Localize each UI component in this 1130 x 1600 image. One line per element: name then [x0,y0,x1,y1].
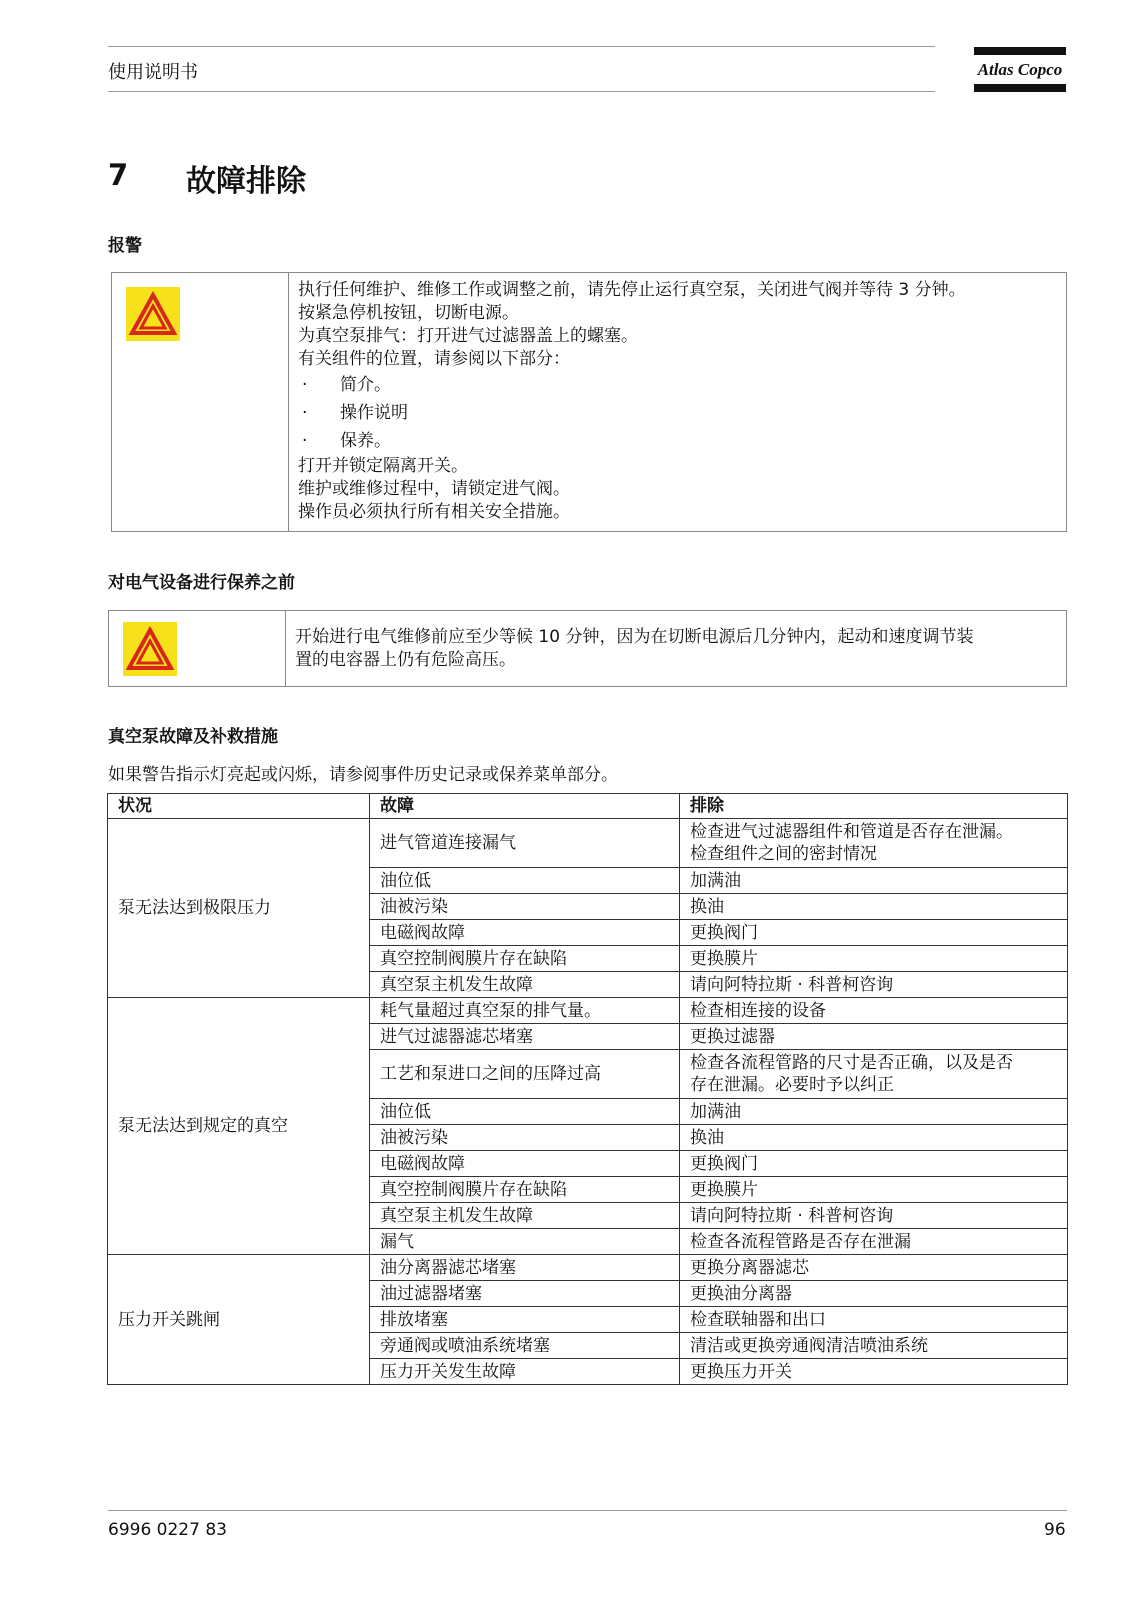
remedy-cell [680,1024,1068,1050]
electrical-warning-box [108,610,1067,687]
fault-cell: 压力开关发生故障 [370,1359,680,1385]
remedy-cell [680,1359,1068,1385]
remedy-cell [680,1281,1068,1307]
remedy-cell [680,1307,1068,1333]
fault-cell: 真空控制阀膜片存在缺陷 [370,946,680,972]
fault-cell: 真空泵主机发生故障 [370,972,680,998]
chapter-number: 7 [108,158,129,192]
warning-line: 为真空泵排气：打开进气过滤器盖上的螺塞。 [298,326,638,346]
remedy-line: 换油 [690,896,724,917]
remedy-line: 更换过滤器 [690,1026,775,1047]
fault-cell: 油过滤器堵塞 [370,1281,680,1307]
remedy-line: 加满油 [690,1101,741,1122]
remedy-cell [680,819,1068,868]
warning-heading: 报警 [108,236,142,256]
fault-cell: 进气过滤器滤芯堵塞 [370,1024,680,1050]
table-row [108,1255,1068,1281]
electrical-line: 置的电容器上仍有危险高压。 [295,650,516,670]
remedy-cell [680,894,1068,920]
fault-cell: 旁通阀或喷油系统堵塞 [370,1333,680,1359]
fault-cell: 油分离器滤芯堵塞 [370,1255,680,1281]
page-number: 96 [1044,1520,1066,1540]
header-top-rule [108,46,935,47]
remedy-line: 检查各流程管路的尺寸是否正确，以及是否 [690,1053,1013,1073]
column-header-remedy: 排除 [680,794,1068,819]
fault-cell: 油位低 [370,868,680,894]
warning-triangle-icon [123,622,177,676]
bullet-item [298,399,1058,427]
warning-line: 有关组件的位置，请参阅以下部分： [298,349,570,369]
remedy-line: 检查进气过滤器组件和管道是否存在泄漏。 [690,822,1013,842]
condition-cell: 压力开关跳闸 [108,1255,370,1385]
condition-cell: 泵无法达到极限压力 [108,819,370,998]
table-row [108,819,1068,868]
bullet-symbol: · [302,403,308,423]
bullet-item [298,427,1058,455]
remedy-line: 检查相连接的设备 [690,1000,826,1021]
fault-cell: 排放堵塞 [370,1307,680,1333]
column-header-fault: 故障 [370,794,680,819]
remedy-line: 更换膜片 [690,948,758,969]
bullet-symbol: · [302,375,308,395]
remedy-cell [680,868,1068,894]
remedy-line: 检查组件之间的密封情况 [690,844,877,864]
warning-line: 执行任何维护、维修工作或调整之前，请先停止运行真空泵，关闭进气阀并等待 3 分钟。 [298,280,966,300]
remedy-cell [680,1177,1068,1203]
document-number: 6996 0227 83 [108,1520,227,1540]
condition-cell: 泵无法达到规定的真空 [108,998,370,1255]
remedy-cell [680,972,1068,998]
remedy-cell [680,1229,1068,1255]
electrical-line: 开始进行电气维修前应至少等候 10 分钟，因为在切断电源后几分钟内，起动和速度调节装 [295,627,974,647]
fault-cell: 电磁阀故障 [370,1151,680,1177]
fault-cell: 真空泵主机发生故障 [370,1203,680,1229]
atlas-copco-logo [974,47,1066,93]
header-bottom-rule [108,91,935,92]
warning-line: 操作员必须执行所有相关安全措施。 [298,502,570,522]
remedy-line: 更换分离器滤芯 [690,1257,809,1278]
fault-cell: 耗气量超过真空泵的排气量。 [370,998,680,1024]
fault-intro: 如果警告指示灯亮起或闪烁，请参阅事件历史记录或保养菜单部分。 [108,765,618,785]
electrical-heading: 对电气设备进行保养之前 [108,573,295,593]
fault-table [107,793,1068,1385]
remedy-line: 更换油分离器 [690,1283,792,1304]
remedy-cell [680,946,1068,972]
remedy-cell [680,1151,1068,1177]
fault-heading: 真空泵故障及补救措施 [108,727,278,747]
footer-rule [108,1510,1067,1511]
fault-cell: 油被污染 [370,894,680,920]
remedy-line: 更换压力开关 [690,1361,792,1382]
remedy-line: 检查各流程管路是否存在泄漏 [690,1231,911,1252]
remedy-cell [680,920,1068,946]
fault-cell: 真空控制阀膜片存在缺陷 [370,1177,680,1203]
bullet-text: 操作说明 [340,403,408,423]
remedy-line: 检查联轴器和出口 [690,1309,826,1330]
warning-text [289,273,1066,531]
logo-text: Atlas Copco [977,60,1063,79]
remedy-cell [680,1125,1068,1151]
column-header-condition: 状况 [108,794,370,819]
table-row [108,998,1068,1024]
fault-cell: 油被污染 [370,1125,680,1151]
bullet-text: 简介。 [340,375,391,395]
remedy-cell [680,1050,1068,1099]
table-header-row [108,794,1068,819]
fault-cell: 漏气 [370,1229,680,1255]
electrical-warning-text [286,611,1066,686]
remedy-line: 清洁或更换旁通阀清洁喷油系统 [690,1335,928,1356]
header-title: 使用说明书 [108,62,198,83]
chapter-title: 故障排除 [186,164,306,199]
bullet-text: 保养。 [340,431,391,451]
warning-line: 维护或维修过程中，请锁定进气阀。 [298,479,570,499]
remedy-line: 加满油 [690,870,741,891]
remedy-cell [680,998,1068,1024]
remedy-cell [680,1203,1068,1229]
fault-cell: 工艺和泵进口之间的压降过高 [370,1050,680,1099]
remedy-line: 请向阿特拉斯 · 科普柯咨询 [690,974,894,995]
bullet-item [298,371,1058,399]
fault-cell: 电磁阀故障 [370,920,680,946]
remedy-cell [680,1333,1068,1359]
remedy-cell [680,1099,1068,1125]
remedy-line: 存在泄漏。必要时予以纠正 [690,1075,894,1095]
fault-cell: 进气管道连接漏气 [370,819,680,868]
remedy-line: 请向阿特拉斯 · 科普柯咨询 [690,1205,894,1226]
remedy-line: 换油 [690,1127,724,1148]
warning-triangle-icon [126,287,180,341]
warning-box [111,272,1067,532]
remedy-cell [680,1255,1068,1281]
remedy-line: 更换膜片 [690,1179,758,1200]
warning-line: 按紧急停机按钮，切断电源。 [298,303,519,323]
remedy-line: 更换阀门 [690,922,758,943]
remedy-line: 更换阀门 [690,1153,758,1174]
fault-cell: 油位低 [370,1099,680,1125]
bullet-symbol: · [302,431,308,451]
warning-line: 打开并锁定隔离开关。 [298,456,468,476]
